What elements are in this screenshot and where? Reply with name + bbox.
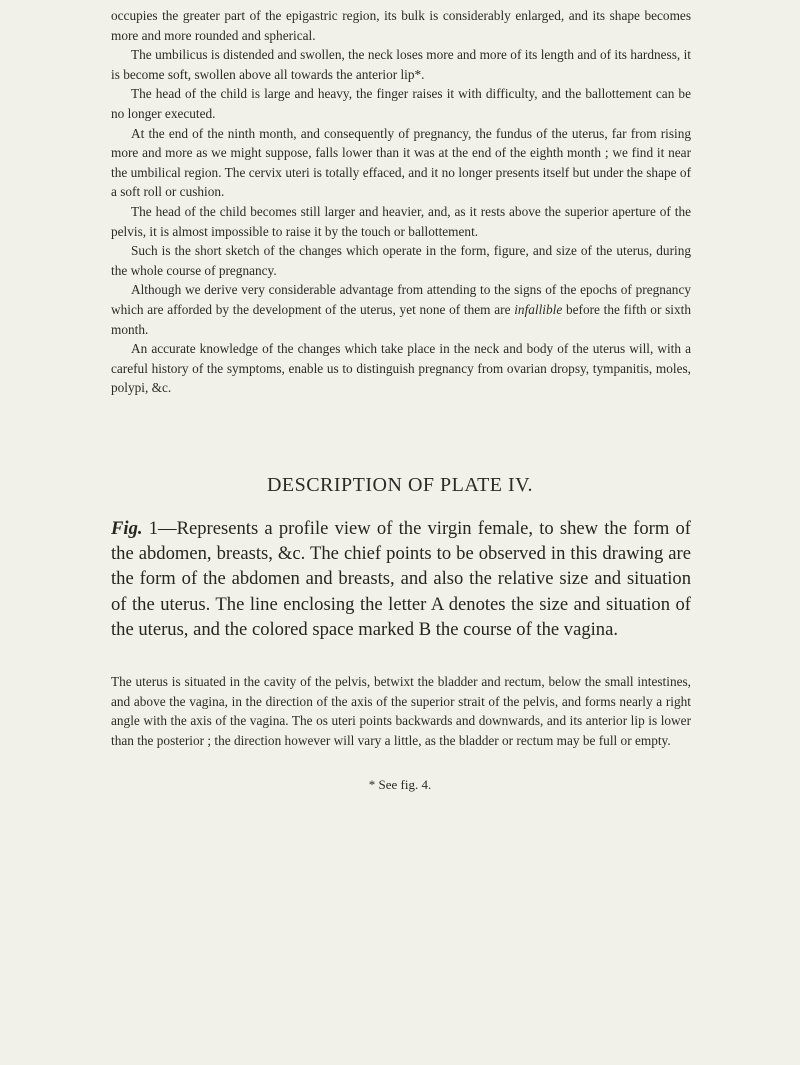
figure-description <box>111 516 691 642</box>
paragraph: The head of the child is large and heavy, the finger raises it with difficulty, and the ballottement can be no longer executed. <box>111 86 691 121</box>
text-run: Although we derive very considerable advantage from attending to the signs of the epochs of pregnancy which are afforded by the development of the uterus, yet none of them are <box>111 282 691 317</box>
top-text-block <box>111 6 691 398</box>
emphasis: infallible <box>514 301 563 317</box>
bottom-text-block <box>111 672 691 750</box>
paragraph: occupies the greater part of the epigastric region, its bulk is considerably enlarged, and its shape becomes more and more rounded and spherical. <box>111 8 691 43</box>
paragraph: The umbilicus is distended and swollen, the neck loses more and more of its length and of its hardness, it is become soft, swollen above all towards the anterior lip*. <box>111 47 691 82</box>
paragraph-infallible <box>111 280 691 339</box>
paragraph: Such is the short sketch of the changes which operate in the form, figure, and size of the uterus, during the whole course of pregnancy. <box>111 243 691 278</box>
figure-text: —Represents a profile view of the virgin female, to shew the form of the abdomen, breasts, &c. The chief points to be observed in this drawing are the form of the abdomen and breasts, and also the relative size and situation of the uterus. The line enclosing the letter A denotes the size and situation of the uterus, and the colored space marked B the course of the vagina. <box>111 518 692 640</box>
paragraph: The uterus is situated in the cavity of the pelvis, betwixt the bladder and rectum, below the small intestines, and above the vagina, in the direction of the axis of the superior strait of the pelvis, and forms nearly a right angle with the axis of the vagina. The os uteri points backwards and downwards, and its anterior lip is lower than the posterior ; the direction however will vary a little, as the bladder or rectum may be full or empty. <box>111 674 691 748</box>
figure-label: Fig. <box>111 518 143 539</box>
text-run: before the fifth or sixth month. <box>111 301 691 337</box>
plate-heading: DESCRIPTION OF PLATE IV. <box>266 474 534 496</box>
paragraph: The head of the child becomes still larger and heavier, and, as it rests above the superior aperture of the pelvis, it is almost impossible to raise it by the touch or ballottement. <box>111 203 691 239</box>
figure-paragraph <box>111 516 691 642</box>
paragraph: At the end of the ninth month, and consequently of pregnancy, the fundus of the uterus, far from rising more and more as we might suppose, falls lower than it was at the end of the eighth month ; we find it near the umbilical region. The cervix uteri is totally effaced, and it no longer presents itself but under the shape of a soft roll or cushion. <box>111 125 691 200</box>
footnote: * See fig. 4. <box>368 777 432 792</box>
figure-number: 1 <box>148 518 159 539</box>
paragraph: An accurate knowledge of the changes which take place in the neck and body of the uterus will, with a careful history of the symptoms, enable us to distinguish pregnancy from ovarian dropsy, tympanitis, moles, polypi, &c. <box>111 341 691 396</box>
